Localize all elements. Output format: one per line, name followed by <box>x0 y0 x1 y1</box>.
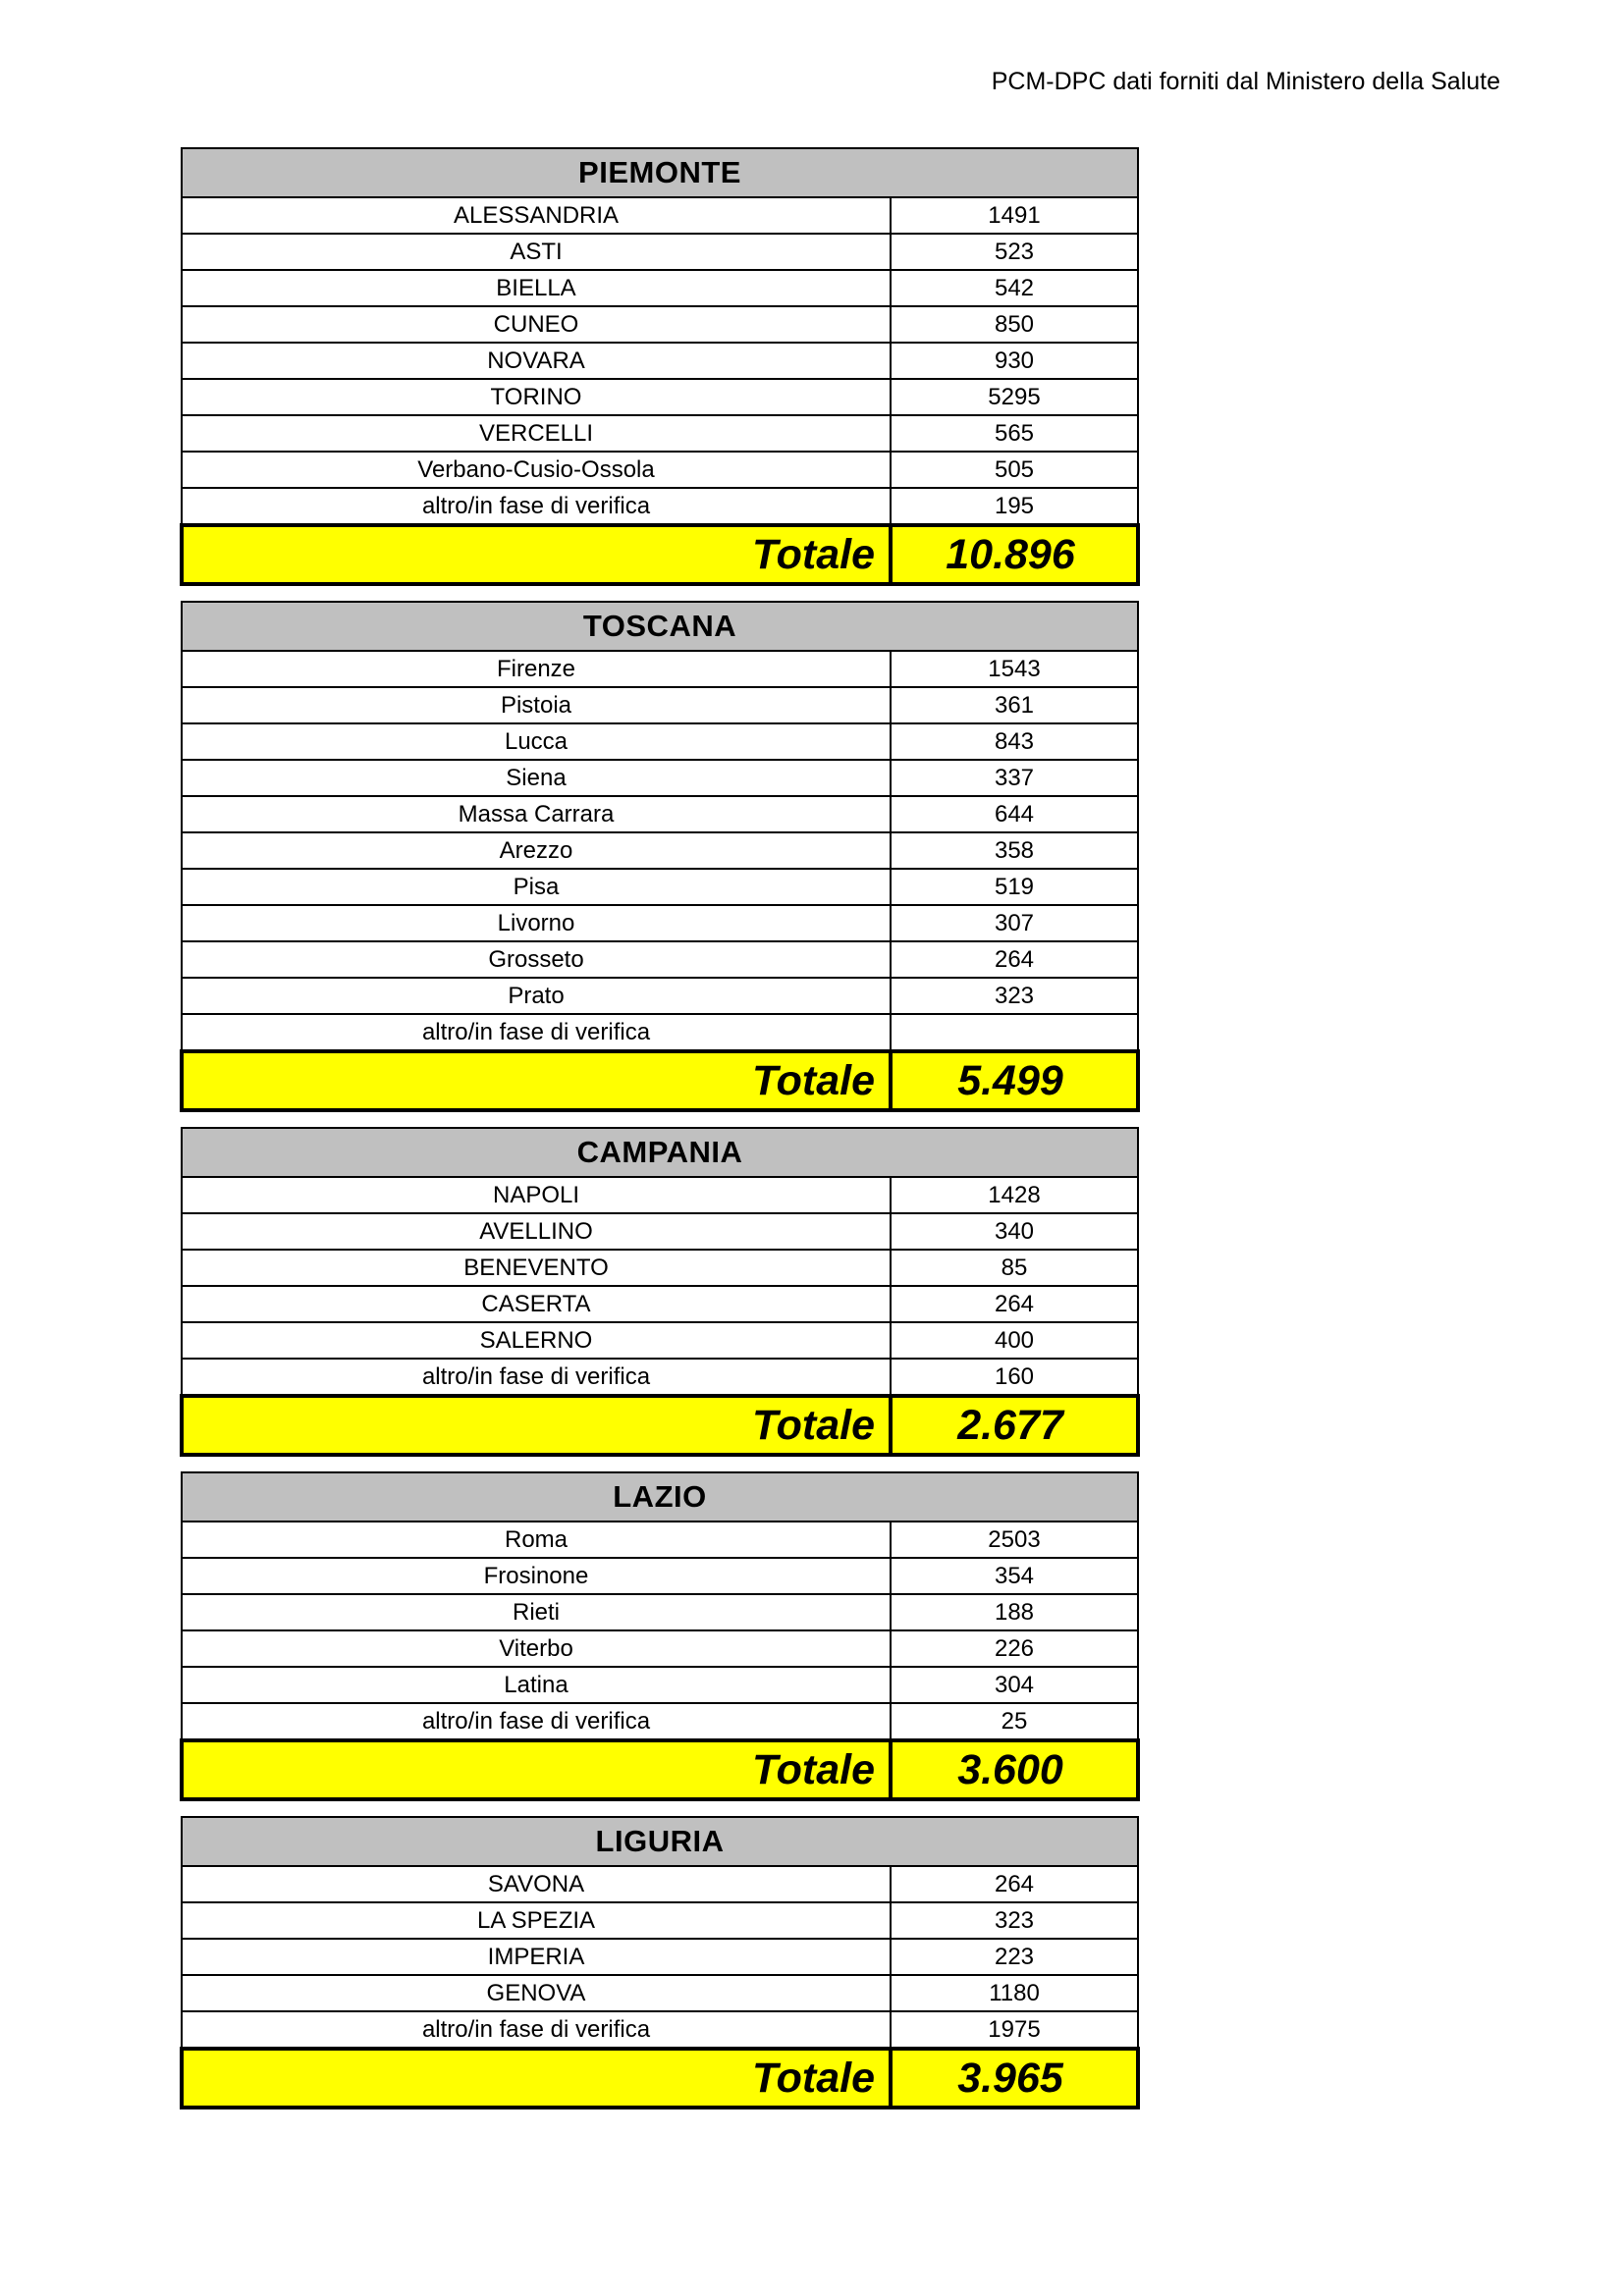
province-name: SAVONA <box>182 1866 891 1902</box>
province-name: altro/in fase di verifica <box>182 2011 891 2049</box>
total-row <box>182 2049 1138 2108</box>
table-row <box>182 1359 1138 1396</box>
region-title: PIEMONTE <box>182 148 1138 197</box>
case-count: 843 <box>891 723 1138 760</box>
table-row <box>182 306 1138 343</box>
table-row <box>182 941 1138 978</box>
region-table-lazio <box>180 1471 1140 1801</box>
total-value: 5.499 <box>891 1051 1138 1110</box>
case-count: 226 <box>891 1630 1138 1667</box>
table-row <box>182 796 1138 832</box>
total-row <box>182 1396 1138 1455</box>
province-name: Grosseto <box>182 941 891 978</box>
case-count <box>891 1014 1138 1051</box>
case-count: 505 <box>891 452 1138 488</box>
province-name: altro/in fase di verifica <box>182 1014 891 1051</box>
province-name: VERCELLI <box>182 415 891 452</box>
case-count: 358 <box>891 832 1138 869</box>
province-name: Prato <box>182 978 891 1014</box>
province-name: SALERNO <box>182 1322 891 1359</box>
table-row <box>182 452 1138 488</box>
total-label: Totale <box>182 525 891 584</box>
case-count: 1491 <box>891 197 1138 234</box>
case-count: 1543 <box>891 651 1138 687</box>
case-count: 307 <box>891 905 1138 941</box>
province-name: Viterbo <box>182 1630 891 1667</box>
table-row <box>182 234 1138 270</box>
case-count: 25 <box>891 1703 1138 1740</box>
case-count: 850 <box>891 306 1138 343</box>
region-title: CAMPANIA <box>182 1128 1138 1177</box>
table-row <box>182 1014 1138 1051</box>
table-row <box>182 379 1138 415</box>
province-name: Frosinone <box>182 1558 891 1594</box>
case-count: 223 <box>891 1939 1138 1975</box>
province-name: Massa Carrara <box>182 796 891 832</box>
province-name: altro/in fase di verifica <box>182 1359 891 1396</box>
table-row <box>182 1322 1138 1359</box>
province-name: NAPOLI <box>182 1177 891 1213</box>
table-row <box>182 687 1138 723</box>
province-name: Lucca <box>182 723 891 760</box>
case-count: 323 <box>891 1902 1138 1939</box>
table-row <box>182 1703 1138 1740</box>
case-count: 188 <box>891 1594 1138 1630</box>
province-name: Roma <box>182 1522 891 1558</box>
table-row <box>182 270 1138 306</box>
province-name: BIELLA <box>182 270 891 306</box>
table-row <box>182 905 1138 941</box>
table-row <box>182 760 1138 796</box>
region-table-liguria <box>180 1816 1140 2109</box>
table-row <box>182 415 1138 452</box>
table-row <box>182 1630 1138 1667</box>
region-table-piemonte <box>180 147 1140 586</box>
table-row <box>182 832 1138 869</box>
province-name: Firenze <box>182 651 891 687</box>
case-count: 195 <box>891 488 1138 525</box>
case-count: 264 <box>891 941 1138 978</box>
table-row <box>182 197 1138 234</box>
province-name: CUNEO <box>182 306 891 343</box>
region-table-campania <box>180 1127 1140 1457</box>
total-row <box>182 1740 1138 1799</box>
source-note: PCM-DPC dati forniti dal Ministero della Salute <box>991 68 1500 95</box>
case-count: 160 <box>891 1359 1138 1396</box>
case-count: 1180 <box>891 1975 1138 2011</box>
table-row <box>182 1939 1138 1975</box>
case-count: 304 <box>891 1667 1138 1703</box>
table-row <box>182 2011 1138 2049</box>
table-row <box>182 1594 1138 1630</box>
total-value: 3.965 <box>891 2049 1138 2108</box>
total-row <box>182 525 1138 584</box>
region-table-toscana <box>180 601 1140 1112</box>
table-row <box>182 1177 1138 1213</box>
total-row <box>182 1051 1138 1110</box>
case-count: 519 <box>891 869 1138 905</box>
total-value: 3.600 <box>891 1740 1138 1799</box>
table-row <box>182 869 1138 905</box>
province-name: Livorno <box>182 905 891 941</box>
table-row <box>182 1286 1138 1322</box>
case-count: 523 <box>891 234 1138 270</box>
case-count: 354 <box>891 1558 1138 1594</box>
table-row <box>182 343 1138 379</box>
region-title: LAZIO <box>182 1472 1138 1522</box>
total-value: 10.896 <box>891 525 1138 584</box>
province-name: Verbano-Cusio-Ossola <box>182 452 891 488</box>
province-name: altro/in fase di verifica <box>182 488 891 525</box>
province-name: Siena <box>182 760 891 796</box>
province-name: TORINO <box>182 379 891 415</box>
case-count: 264 <box>891 1286 1138 1322</box>
province-name: NOVARA <box>182 343 891 379</box>
province-name: Latina <box>182 1667 891 1703</box>
total-label: Totale <box>182 1740 891 1799</box>
case-count: 85 <box>891 1250 1138 1286</box>
province-name: Rieti <box>182 1594 891 1630</box>
total-label: Totale <box>182 2049 891 2108</box>
case-count: 264 <box>891 1866 1138 1902</box>
province-name: ALESSANDRIA <box>182 197 891 234</box>
case-count: 644 <box>891 796 1138 832</box>
table-row <box>182 1250 1138 1286</box>
case-count: 930 <box>891 343 1138 379</box>
case-count: 5295 <box>891 379 1138 415</box>
province-name: Arezzo <box>182 832 891 869</box>
case-count: 323 <box>891 978 1138 1014</box>
case-count: 337 <box>891 760 1138 796</box>
province-name: IMPERIA <box>182 1939 891 1975</box>
case-count: 565 <box>891 415 1138 452</box>
table-row <box>182 1667 1138 1703</box>
region-tables <box>180 147 1136 2124</box>
case-count: 2503 <box>891 1522 1138 1558</box>
province-name: Pisa <box>182 869 891 905</box>
table-row <box>182 1558 1138 1594</box>
province-name: CASERTA <box>182 1286 891 1322</box>
province-name: AVELLINO <box>182 1213 891 1250</box>
case-count: 400 <box>891 1322 1138 1359</box>
region-title: TOSCANA <box>182 602 1138 651</box>
province-name: Pistoia <box>182 687 891 723</box>
case-count: 1428 <box>891 1177 1138 1213</box>
case-count: 542 <box>891 270 1138 306</box>
case-count: 1975 <box>891 2011 1138 2049</box>
table-row <box>182 1522 1138 1558</box>
case-count: 361 <box>891 687 1138 723</box>
province-name: GENOVA <box>182 1975 891 2011</box>
province-name: ASTI <box>182 234 891 270</box>
case-count: 340 <box>891 1213 1138 1250</box>
province-name: altro/in fase di verifica <box>182 1703 891 1740</box>
total-value: 2.677 <box>891 1396 1138 1455</box>
table-row <box>182 1902 1138 1939</box>
table-row <box>182 723 1138 760</box>
total-label: Totale <box>182 1051 891 1110</box>
table-row <box>182 651 1138 687</box>
table-row <box>182 978 1138 1014</box>
table-row <box>182 1866 1138 1902</box>
table-row <box>182 1213 1138 1250</box>
province-name: BENEVENTO <box>182 1250 891 1286</box>
table-row <box>182 1975 1138 2011</box>
table-row <box>182 488 1138 525</box>
province-name: LA SPEZIA <box>182 1902 891 1939</box>
total-label: Totale <box>182 1396 891 1455</box>
region-title: LIGURIA <box>182 1817 1138 1866</box>
